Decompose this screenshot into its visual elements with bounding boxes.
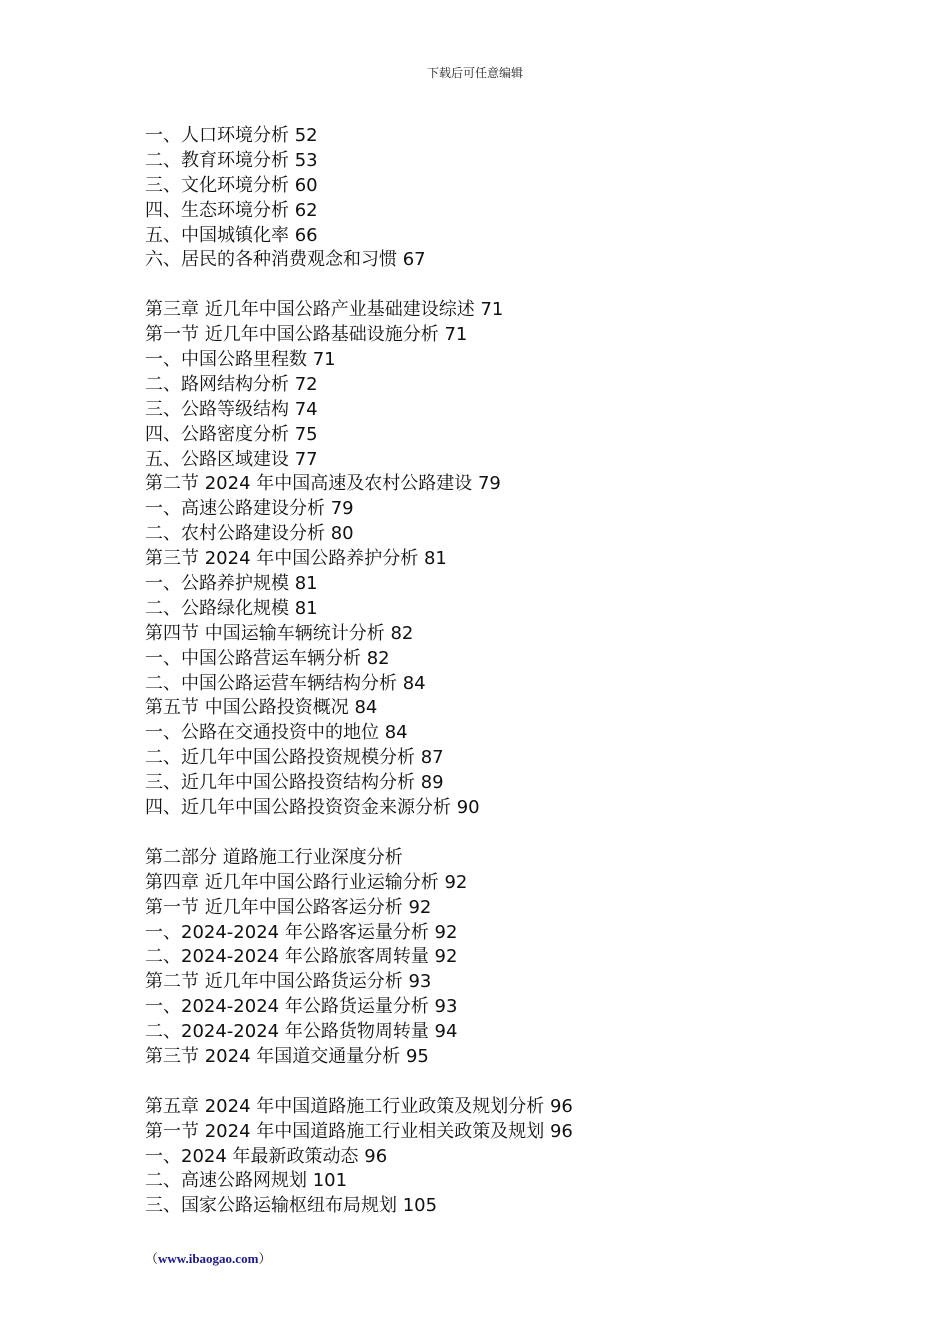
toc-entry: 一、2024-2024 年公路货运量分析 93 (145, 996, 458, 1018)
toc-spacer (145, 1070, 865, 1095)
toc-entry: 二、路网结构分析 72 (145, 373, 318, 395)
toc-entry: 第五章 2024 年中国道路施工行业政策及规划分析 96 (145, 1095, 573, 1117)
page-header: 下载后可任意编辑 (426, 66, 523, 80)
toc-entry: 第三节 2024 年国道交通量分析 95 (145, 1045, 429, 1067)
table-of-contents (145, 124, 865, 1219)
toc-entry: 一、人口环境分析 52 (145, 125, 318, 146)
toc-entry: 第一节 近几年中国公路客运分析 92 (145, 896, 432, 918)
toc-entry: 第一节 2024 年中国道路施工行业相关政策及规划 96 (145, 1120, 573, 1142)
toc-entry: 第二节 2024 年中国高速及农村公路建设 79 (145, 473, 501, 495)
toc-entry: 二、2024-2024 年公路旅客周转量 92 (145, 946, 458, 968)
footer-website-link[interactable]: www.ibaogao.com (158, 1251, 259, 1266)
footer-close-paren: ） (258, 1251, 272, 1266)
toc-entry: 二、中国公路运营车辆结构分析 84 (145, 672, 426, 694)
toc-entry: 一、公路养护规模 81 (145, 573, 318, 595)
toc-entry: 一、中国公路营运车辆分析 82 (145, 647, 390, 669)
toc-entry: 三、文化环境分析 60 (145, 174, 318, 196)
toc-entry: 四、生态环境分析 62 (145, 199, 318, 221)
toc-entry: 第二节 近几年中国公路货运分析 93 (145, 971, 432, 993)
toc-entry: 四、公路密度分析 75 (145, 423, 318, 445)
toc-entry: 二、近几年中国公路投资规模分析 87 (145, 747, 444, 769)
toc-entry: 三、近几年中国公路投资结构分析 89 (145, 772, 444, 794)
toc-entry: 第三节 2024 年中国公路养护分析 81 (145, 548, 447, 570)
toc-entry: 三、国家公路运输枢纽布局规划 105 (145, 1195, 438, 1217)
toc-entry: 第二部分 道路施工行业深度分析 (145, 846, 403, 868)
toc-entry: 二、公路绿化规模 81 (145, 597, 318, 619)
toc-entry: 二、农村公路建设分析 80 (145, 523, 354, 545)
toc-entry: 二、教育环境分析 53 (145, 149, 318, 171)
toc-entry: 一、2024 年最新政策动态 96 (145, 1145, 388, 1167)
toc-entry: 一、公路在交通投资中的地位 84 (145, 722, 408, 744)
toc-entry: 一、2024-2024 年公路客运量分析 92 (145, 921, 458, 943)
toc-entry: 五、中国城镇化率 66 (145, 224, 318, 246)
toc-entry: 第五节 中国公路投资概况 84 (145, 697, 378, 719)
toc-entry: 二、高速公路网规划 101 (145, 1170, 348, 1192)
toc-entry: 四、近几年中国公路投资资金来源分析 90 (145, 797, 480, 819)
toc-spacer (145, 821, 865, 846)
toc-entry: 六、居民的各种消费观念和习惯 67 (145, 249, 426, 271)
toc-entry: 第三章 近几年中国公路产业基础建设综述 71 (145, 299, 504, 321)
toc-entry: 一、中国公路里程数 71 (145, 349, 336, 371)
toc-entry: 第一节 近几年中国公路基础设施分析 71 (145, 324, 468, 346)
toc-entry: 二、2024-2024 年公路货物周转量 94 (145, 1021, 458, 1043)
toc-entry: 一、高速公路建设分析 79 (145, 498, 354, 520)
page-footer (145, 1248, 271, 1267)
toc-entry: 第四节 中国运输车辆统计分析 82 (145, 622, 414, 644)
toc-spacer (145, 273, 865, 298)
toc-entry: 第四章 近几年中国公路行业运输分析 92 (145, 871, 468, 893)
footer-open-paren: （ (145, 1251, 159, 1266)
toc-entry: 五、公路区域建设 77 (145, 448, 318, 470)
toc-entry: 三、公路等级结构 74 (145, 398, 318, 420)
